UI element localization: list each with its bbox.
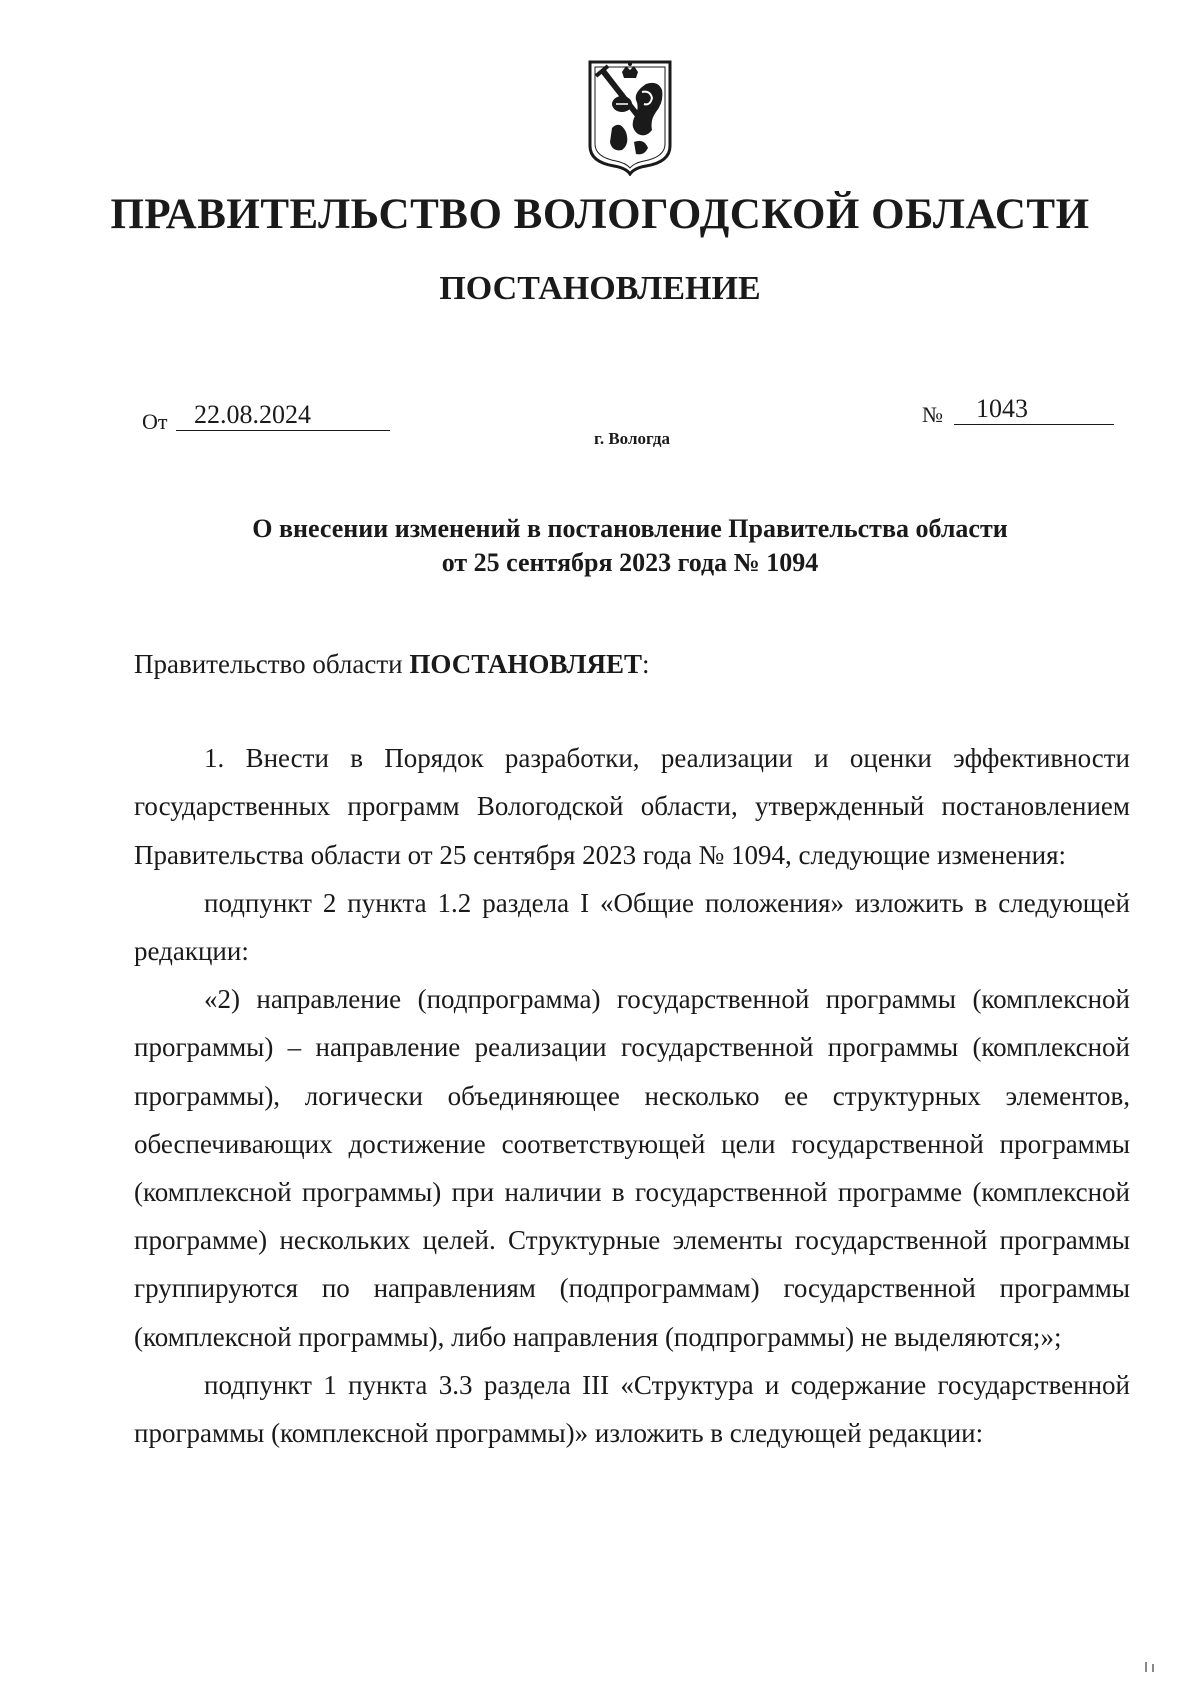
scan-artifact [1152,1664,1154,1672]
government-title: ПРАВИТЕЛЬСТВО ВОЛОГОДСКОЙ ОБЛАСТИ [110,191,1090,238]
document-number: 1043 [954,394,1114,425]
subject-line-2: от 25 сентября 2023 года № 1094 [441,548,819,577]
paragraph: подпункт 2 пункта 1.2 раздела I «Общие положения» изложить в следующей редакции: [134,887,1130,967]
preamble-text: Правительство области [134,649,410,679]
document-subject [100,512,1160,580]
paragraph: 1. Внести в Порядок разработки, реализации и оценки эффективности государственных программ Вологодской области, утвержденный постановлением Правительства области от 25 сентября 2023 года № 1094, следующие изменения: [134,743,1130,870]
paragraph: подпункт 1 пункта 3.3 раздела III «Структура и содержание государственной программы (комплексной программы)» изложить в следующей редакции: [134,1369,1130,1449]
vologda-coat-of-arms-icon [586,58,674,176]
preamble [134,640,1130,688]
scan-artifact [1145,1662,1147,1672]
paragraph: «2) направление (подпрограмма) государственной программы (комплексной программы) – направление реализации государственной программы (комплексной программы), логически объединяющее несколько ее структурных элементов, обеспечивающих достижение соответствующей цели государственной программы (комплексной программы) при наличии в государственной программе (комплексной программе) нескольких целей. Структурные элементы государственной программы группируются по направлениям (подпрограммам) государственной программы (комплексной программы), либо направления (подпрограммы) не выделяются;»; [134,984,1130,1352]
preamble-tail: : [641,649,650,679]
document-type-title: ПОСТАНОВЛЕНИЕ [439,270,761,307]
preamble-keyword: ПОСТАНОВЛЯЕТ [409,649,642,679]
subject-line-1: О внесении изменений в постановление Правительства области [252,514,1008,543]
city-label: г. Вологда [594,429,670,448]
document-date: 22.08.2024 [176,400,390,431]
document-body [134,640,1130,1457]
date-prefix: От [142,409,168,434]
number-prefix: № [922,402,943,427]
